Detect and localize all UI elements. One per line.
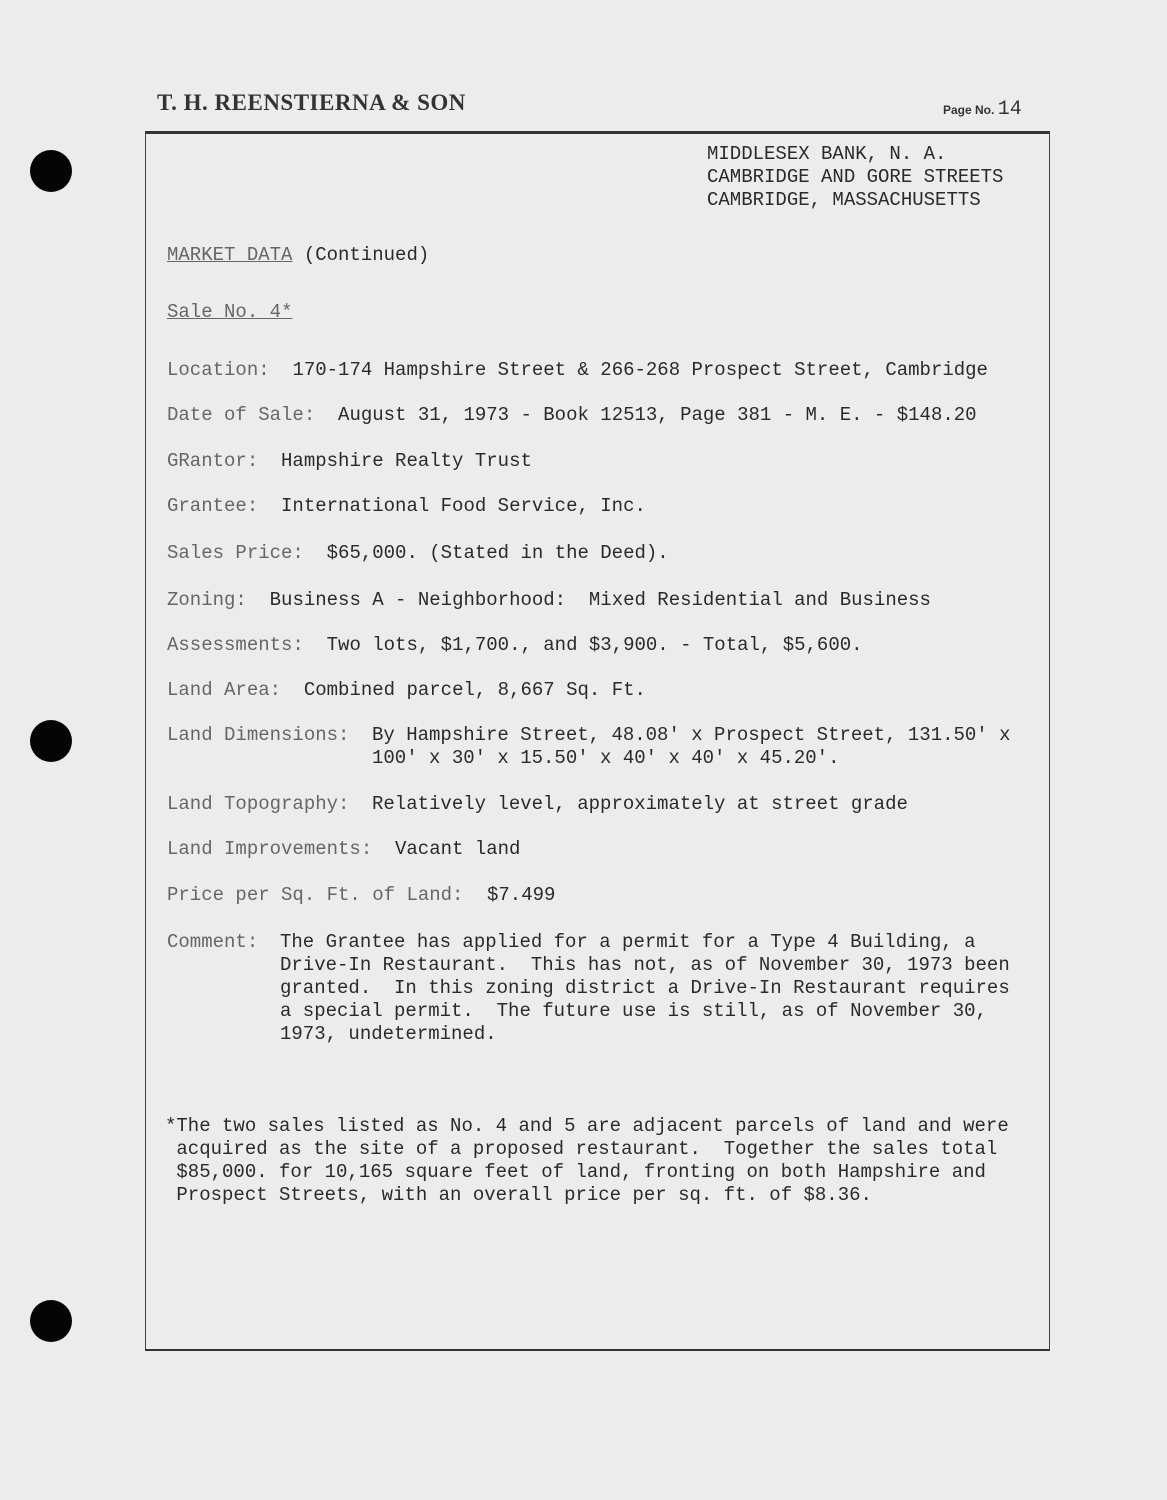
comment-text: The Grantee has applied for a permit for a Type 4 Building, a Drive-In Restaurant. This has not, as of November 30, 1973 been granted. In this zoning district a Drive-In Restaurant requires a special permit. The future use is still, as of November 30, 1973, undetermined. xyxy=(280,931,1010,1045)
punch-hole xyxy=(30,150,72,192)
footnote: *The two sales listed as No. 4 and 5 are adjacent parcels of land and were acquired as the site of a proposed restaurant. Together the sales total $85,000. for 10,165 square feet of land, fronting on both Hampshire and Prospect Streets, with an overall price per sq. ft. of $8.36. xyxy=(165,1115,1009,1206)
field-value: By Hampshire Street, 48.08' x Prospect Street, 131.50' x 100' x 30' x 15.50' x 40' x 40' x 45.20'. xyxy=(372,724,1011,769)
client-line: CAMBRIDGE, MASSACHUSETTS xyxy=(707,189,981,211)
field-label: Location: xyxy=(167,359,270,381)
field-label: Assessments: xyxy=(167,634,304,656)
field-label: Sales Price: xyxy=(167,542,304,564)
firm-letterhead: T. H. REENSTIERNA & SON xyxy=(157,90,466,115)
client-line: MIDDLESEX BANK, N. A. xyxy=(707,143,947,165)
field-label: GRantor: xyxy=(167,450,259,472)
field-grantor xyxy=(167,450,532,473)
field-grantee xyxy=(167,495,646,518)
field-label: Land Area: xyxy=(167,679,282,701)
field-assessments xyxy=(167,634,863,657)
field-label: Zoning: xyxy=(167,589,247,611)
section-suffix: (Continued) xyxy=(292,244,430,266)
field-zoning xyxy=(167,589,931,612)
field-label: Land Topography: xyxy=(167,793,350,815)
field-value: International Food Service, Inc. xyxy=(281,495,646,517)
field-sales-price xyxy=(167,542,669,565)
sale-number: Sale No. 4* xyxy=(167,301,293,323)
section-heading xyxy=(167,244,429,267)
field-label: Price per Sq. Ft. of Land: xyxy=(167,884,464,906)
page-label: Page No. xyxy=(943,103,995,117)
field-label: Land Improvements: xyxy=(167,838,373,860)
page-number xyxy=(943,98,1022,121)
field-land-area xyxy=(167,679,646,702)
field-date-of-sale xyxy=(167,404,977,427)
field-location xyxy=(167,359,988,382)
field-label: Date of Sale: xyxy=(167,404,316,426)
field-label: Land Dimensions: xyxy=(167,724,350,746)
field-label: Comment: xyxy=(167,931,259,953)
field-value: $65,000. (Stated in the Deed). xyxy=(326,542,669,564)
field-value: Two lots, $1,700., and $3,900. - Total, $5,600. xyxy=(326,634,863,656)
field-value: Vacant land xyxy=(395,838,521,860)
punch-hole xyxy=(30,1300,72,1342)
page-number-value: 14 xyxy=(997,98,1022,121)
field-value: August 31, 1973 - Book 12513, Page 381 - M. E. - $148.20 xyxy=(338,404,977,426)
field-value: Business A - Neighborhood: Mixed Residential and Business xyxy=(269,589,931,611)
client-line: CAMBRIDGE AND GORE STREETS xyxy=(707,166,1004,188)
field-value: 170-174 Hampshire Street & 266-268 Prospect Street, Cambridge xyxy=(292,359,988,381)
section-title: MARKET DATA xyxy=(167,244,293,266)
field-value: Hampshire Realty Trust xyxy=(281,450,532,472)
field-label: Grantee: xyxy=(167,495,259,517)
field-value: Relatively level, approximately at street grade xyxy=(372,793,908,815)
punch-hole xyxy=(30,720,72,762)
field-value: $7.499 xyxy=(487,884,556,906)
field-value: Combined parcel, 8,667 Sq. Ft. xyxy=(303,679,646,701)
